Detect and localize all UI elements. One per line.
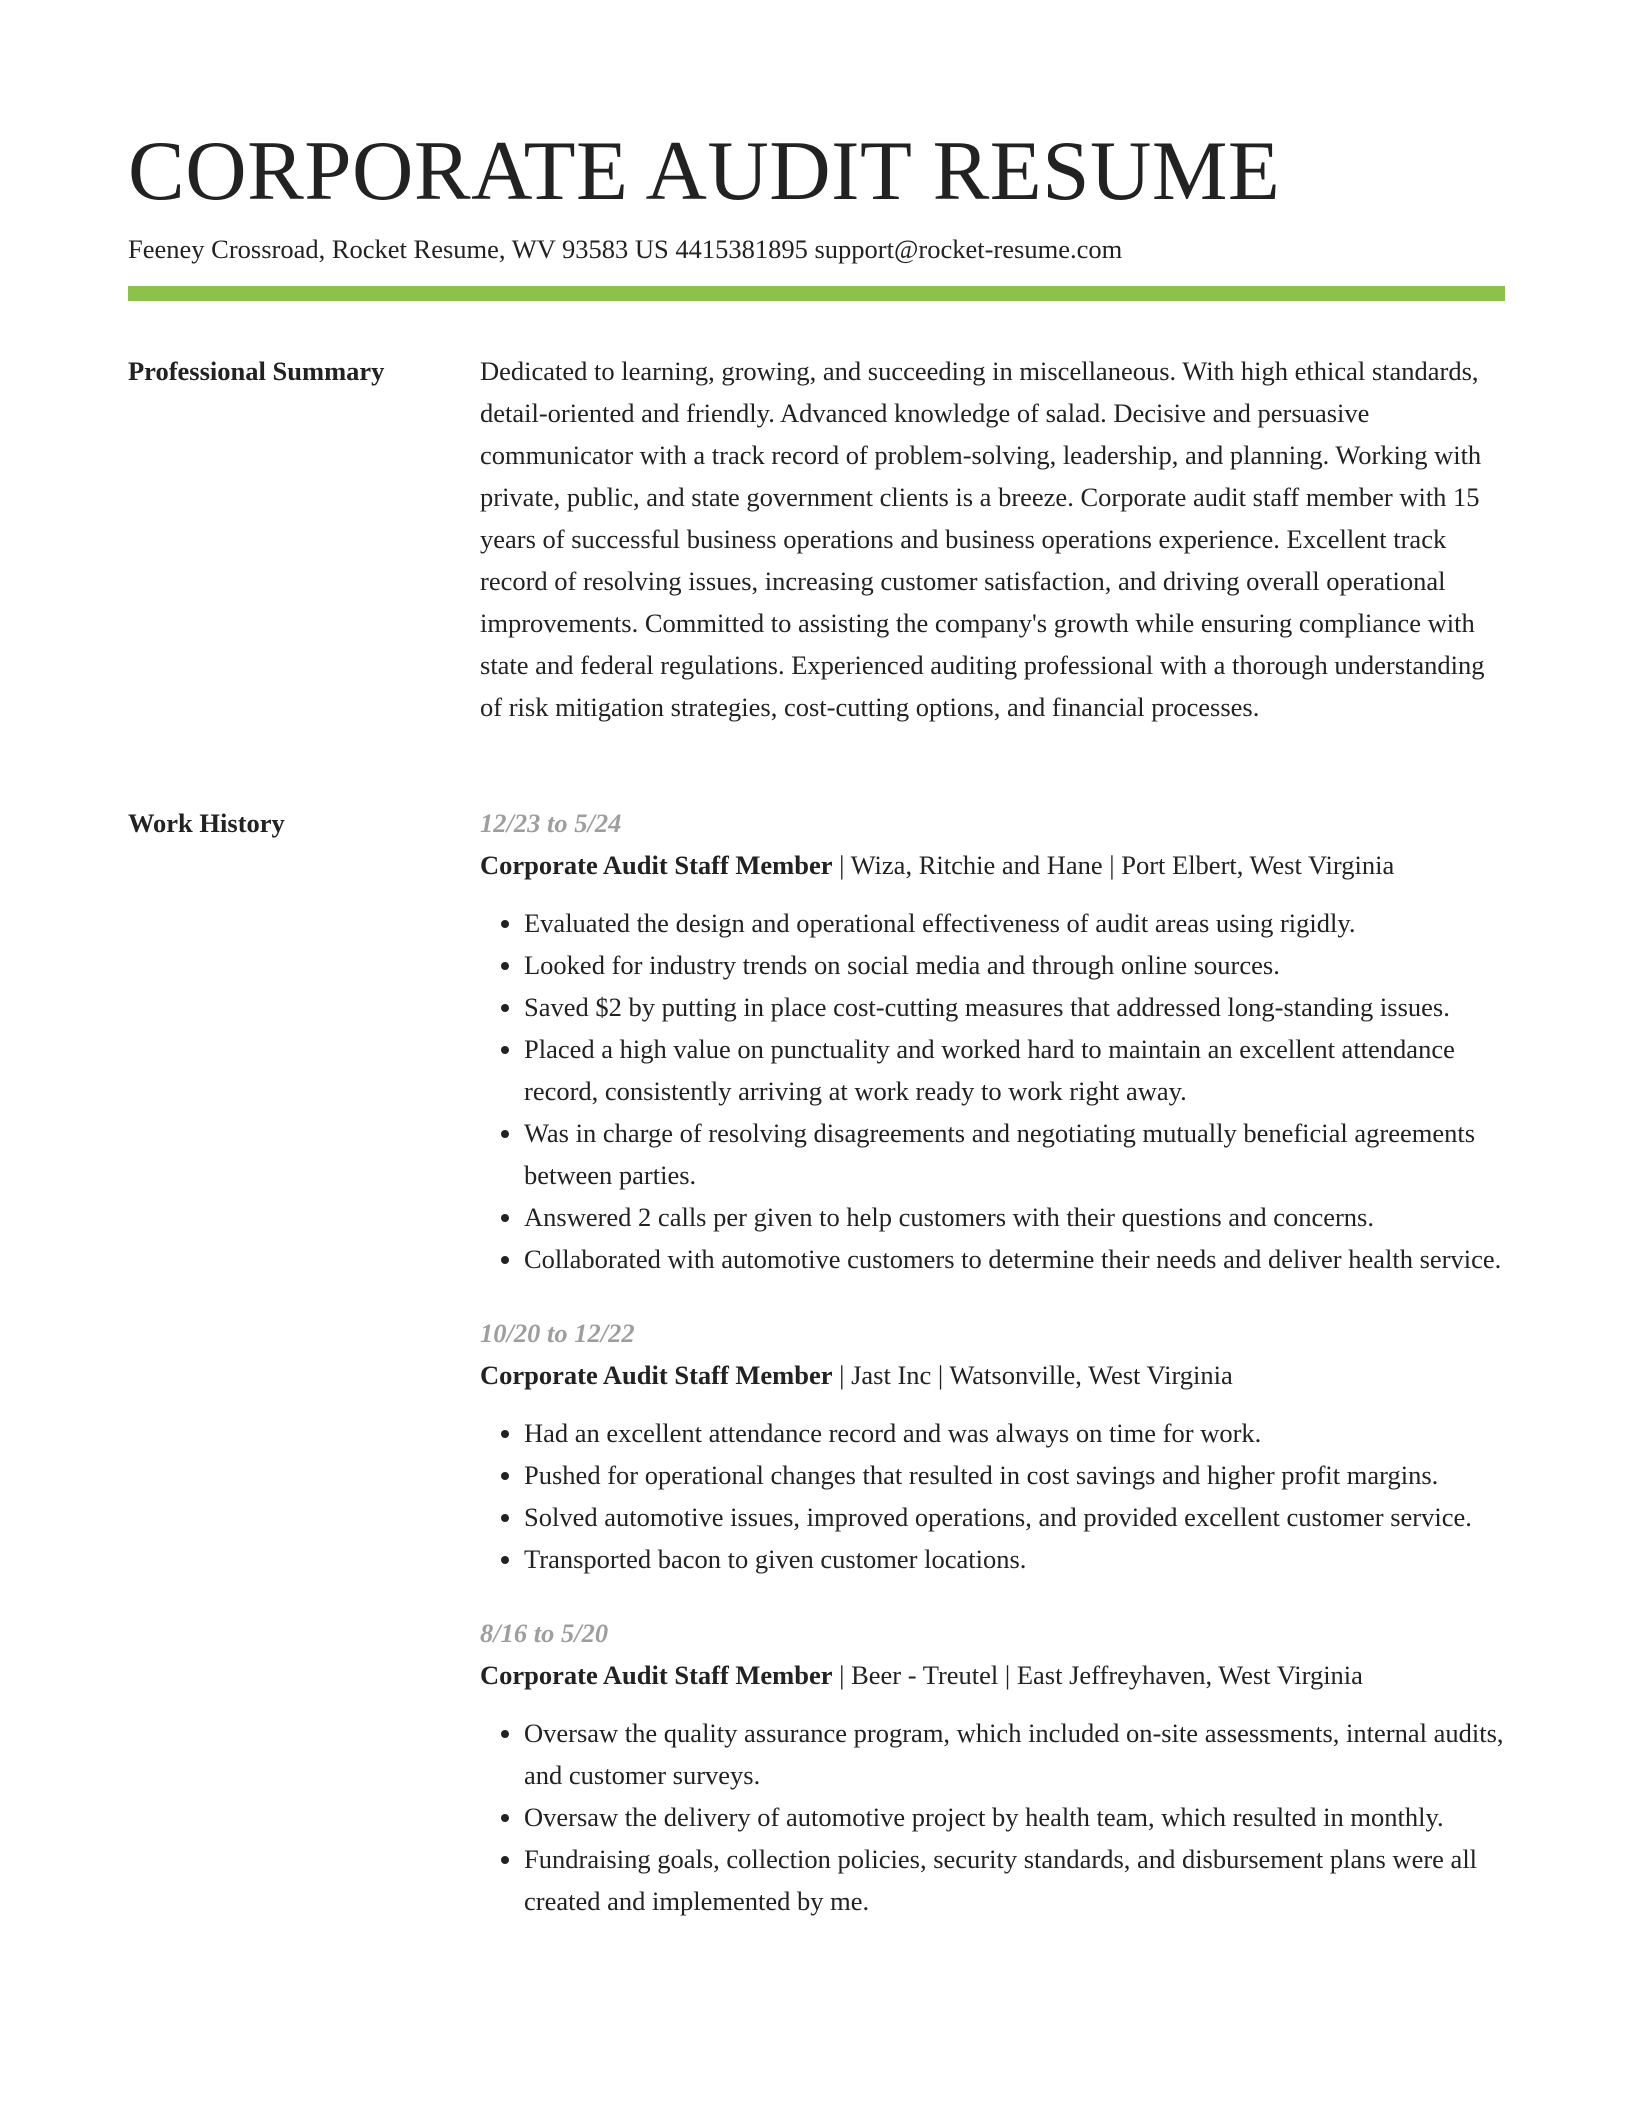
job-bullet-list [480,1412,1505,1580]
job-entry [480,1312,1505,1580]
job-details: | Wiza, Ritchie and Hane | Port Elbert, West Virginia [832,850,1395,880]
job-bullet: • Was in charge of resolving disagreements and negotiating mutually beneficial agreements between parties. [524,1112,1505,1196]
job-bullet: • Looked for industry trends on social media and through online sources. [524,944,1505,986]
job-title: Corporate Audit Staff Member [480,1660,833,1690]
job-bullet-list [480,902,1505,1280]
job-bullet: • Fundraising goals, collection policies, security standards, and disbursement plans were all created and implemented by me. [524,1838,1505,1922]
job-details: | Jast Inc | Watsonville, West Virginia [832,1360,1233,1390]
job-bullet: • Oversaw the quality assurance program, which included on-site assessments, internal audits, and customer surveys. [524,1712,1505,1796]
job-entry [480,1612,1505,1922]
work-history-body [480,802,1505,1954]
job-bullet: • Evaluated the design and operational effectiveness of audit areas using rigidly. [524,902,1505,944]
job-bullet: • Oversaw the delivery of automotive project by health team, which resulted in monthly. [524,1796,1505,1838]
job-entry [480,802,1505,1280]
job-dates: 8/16 to 5/20 [480,1618,609,1648]
job-bullet: • Answered 2 calls per given to help customers with their questions and concerns. [524,1196,1505,1238]
job-details: | Beer - Treutel | East Jeffreyhaven, West Virginia [832,1660,1363,1690]
job-bullet-list [480,1712,1505,1922]
accent-divider [128,286,1505,301]
summary-body [480,350,1505,728]
job-dates: 10/20 to 12/22 [480,1318,635,1348]
job-bullet: • Transported bacon to given customer locations. [524,1538,1505,1580]
job-header [480,1654,1505,1696]
job-bullet: • Pushed for operational changes that resulted in cost savings and higher profit margins. [524,1454,1505,1496]
summary-heading: Professional Summary [128,356,385,386]
job-title: Corporate Audit Staff Member [480,850,833,880]
job-header [480,844,1505,886]
job-bullet: • Solved automotive issues, improved operations, and provided excellent customer service. [524,1496,1505,1538]
resume-title: CORPORATE AUDIT RESUME [128,124,1281,218]
job-bullet: • Saved $2 by putting in place cost-cutting measures that addressed long-standing issues. [524,986,1505,1028]
job-bullet: • Had an excellent attendance record and was always on time for work. [524,1412,1505,1454]
work-history-heading: Work History [128,808,285,838]
job-bullet: • Collaborated with automotive customers to determine their needs and deliver health service. [524,1238,1505,1280]
contact-info: Feeney Crossroad, Rocket Resume, WV 93583 US 4415381895 support@rocket-resume.com [128,234,1123,264]
job-dates: 12/23 to 5/24 [480,808,622,838]
job-header [480,1354,1505,1396]
job-bullet: • Placed a high value on punctuality and worked hard to maintain an excellent attendance record, consistently arriving at work ready to work right away. [524,1028,1505,1112]
summary-text: Dedicated to learning, growing, and succeeding in miscellaneous. With high ethical standards, detail-oriented and friendly. Advanced knowledge of salad. Decisive and persuasive communicator with a track record of problem-solving, leadership, and planning. Working with private, public, and state government clients is a breeze. Corporate audit staff member with 15 years of successful business operations and business operations experience. Excellent track record of resolving issues, increasing customer satisfaction, and driving overall operational improvements. Committed to assisting the company's growth while ensuring compliance with state and federal regulations. Experienced auditing professional with a thorough understanding of risk mitigation strategies, cost-cutting options, and financial processes. [480,356,1485,722]
job-title: Corporate Audit Staff Member [480,1360,833,1390]
